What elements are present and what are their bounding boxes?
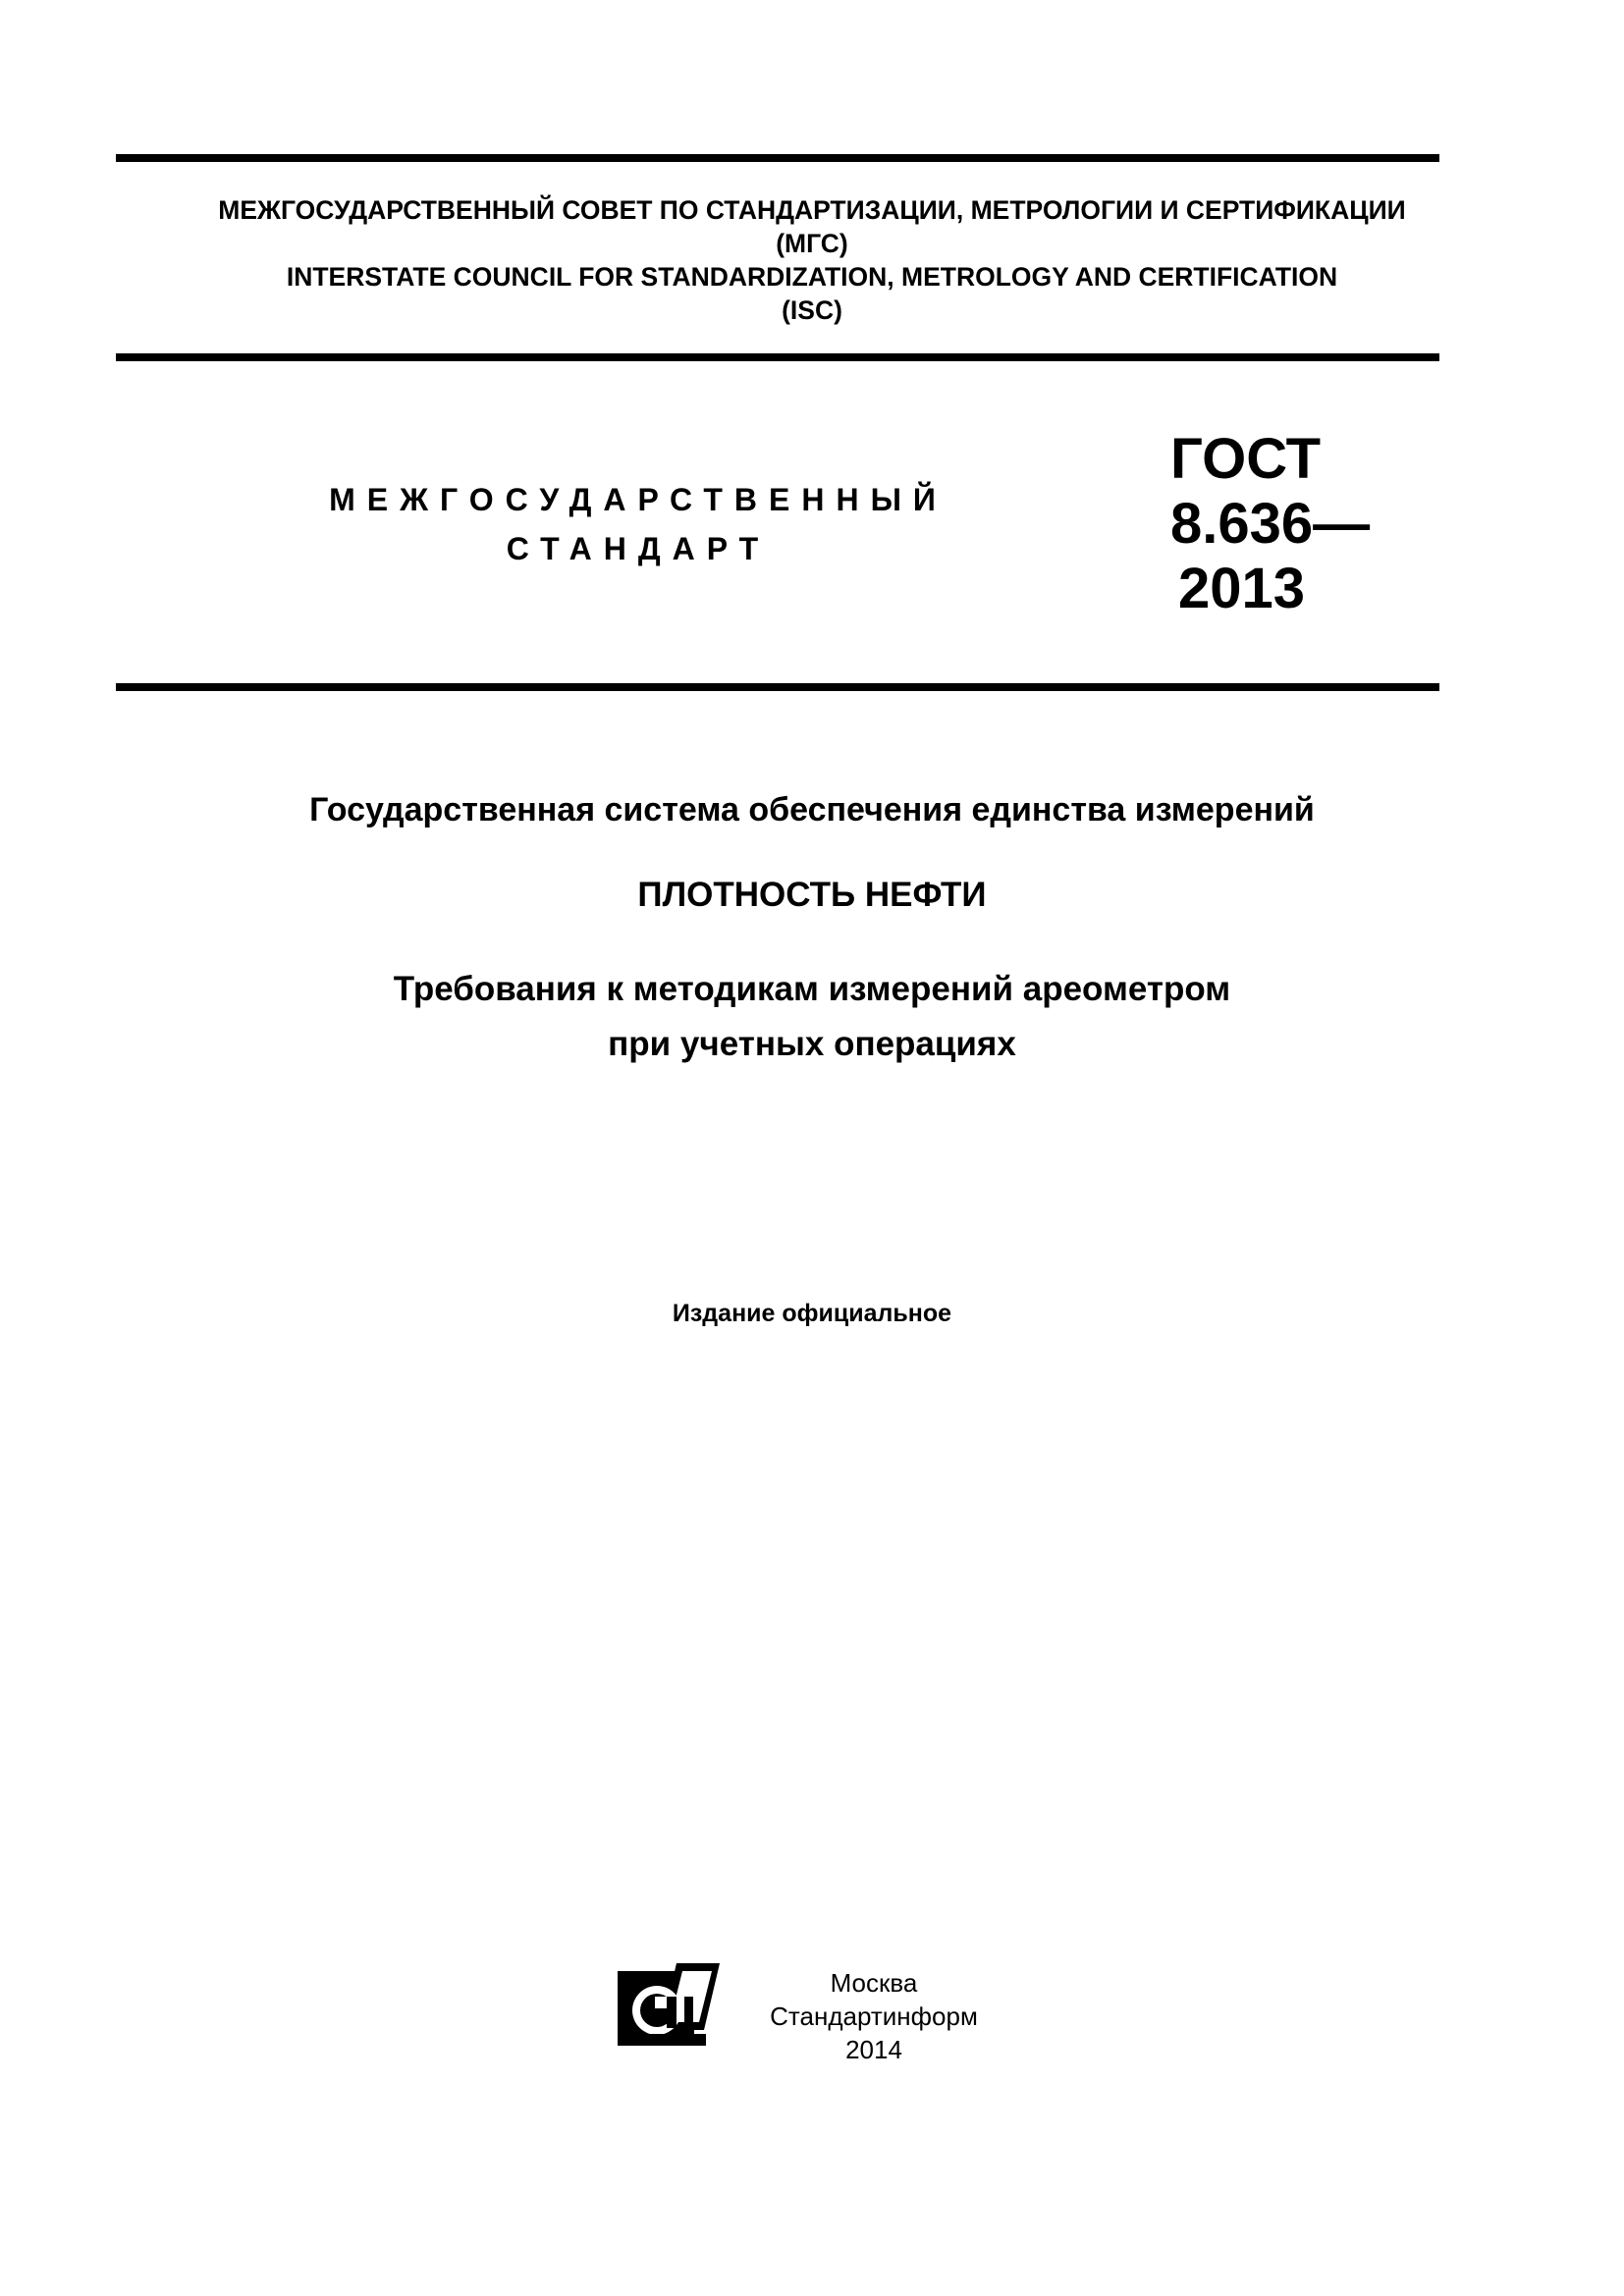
imprint-year: 2014 [845, 2035, 902, 2064]
imprint-city: Москва [830, 1968, 918, 1998]
standard-designation [1170, 427, 1370, 621]
designation-number: 8.636— [1170, 492, 1371, 556]
top-rule [116, 154, 1439, 162]
council-header [0, 193, 1624, 327]
standard-type-label [295, 475, 982, 573]
council-abbr-en: (ISC) [782, 295, 842, 325]
designation-prefix: ГОСТ [1170, 427, 1322, 491]
council-rule [116, 353, 1439, 361]
standard-type-line1: МЕЖГОСУДАРСТВЕННЫЙ [329, 482, 947, 517]
council-name-en: INTERSTATE COUNCIL FOR STANDARDIZATION, METROLOGY AND CERTIFICATION [286, 262, 1338, 292]
document-title: ПЛОТНОСТЬ НЕФТИ [637, 876, 987, 914]
requirements-line2: при учетных операциях [608, 1025, 1016, 1063]
document-requirements [0, 962, 1624, 1072]
council-abbr-ru: (МГС) [776, 229, 848, 258]
standard-type-line2: СТАНДАРТ [506, 531, 771, 566]
requirements-line1: Требования к методикам измерений ареометром [393, 970, 1231, 1008]
imprint-publisher: Стандартинформ [770, 2002, 978, 2031]
designation-year: 2013 [1178, 557, 1306, 620]
header-bottom-rule [116, 683, 1439, 691]
publisher-imprint [727, 1966, 1021, 2066]
document-subtitle: Государственная система обеспечения единства измерений [309, 791, 1315, 828]
council-name-ru: МЕЖГОСУДАРСТВЕННЫЙ СОВЕТ ПО СТАНДАРТИЗАЦИИ, МЕТРОЛОГИИ И СЕРТИФИКАЦИИ [218, 195, 1406, 225]
standartinform-logo-icon [616, 1961, 724, 2050]
edition-label: Издание официальное [672, 1300, 952, 1327]
